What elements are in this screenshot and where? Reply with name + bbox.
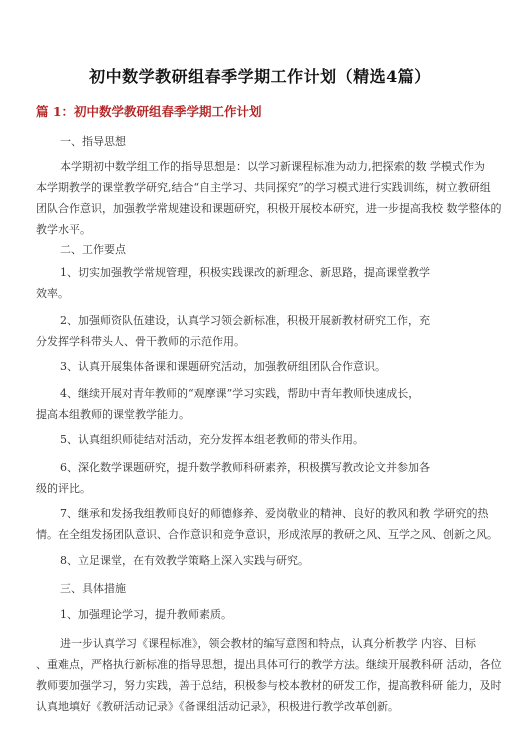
section-heading-specific-measures: 三、具体措施 <box>60 582 126 595</box>
list-item <box>36 383 484 425</box>
document-title: 初中数学教研组春季学期工作计划（精选4篇） <box>89 67 431 86</box>
list-item <box>36 503 498 545</box>
paragraph-line: 教学水平。 <box>36 223 91 236</box>
list-item <box>36 457 484 499</box>
paragraph-line: 本学期初中数学组工作的指导思想是：以学习新课程标准为动力,把探索的数 学模式作为 <box>60 160 485 173</box>
sub-item-line: 1、加强理论学习，提升教师素质。 <box>60 608 232 621</box>
list-item-line: 3、认真开展集体备课和课题研究活动，加强教研组团队合作意识。 <box>60 360 386 373</box>
list-item-line: 级的评比。 <box>36 482 91 495</box>
list-item-line: 4、继续开展对青年教师的“观摩课”学习实践，帮助中青年教师快速成长， <box>60 387 420 400</box>
list-item <box>36 356 484 377</box>
list-item <box>36 262 484 304</box>
paragraph-line: 进一步认真学习《课程标准》，领会教材的编写意图和特点，认真分析教学 内容、目标 <box>60 637 476 650</box>
section-heading-work-points: 二、工作要点 <box>60 243 126 256</box>
section-heading-guiding-ideology: 一、指导思想 <box>60 135 126 148</box>
list-item-line: 效率。 <box>36 287 69 300</box>
list-item-line: 情。在全组发扬团队意识、合作意识和竞争意识，形成浓厚的教研之风、互学之风、创新之风。 <box>36 528 498 541</box>
sub-item <box>36 604 484 625</box>
paragraph-line: 团队合作意识，加强教学常规建设和课题研究，积极开展校本研究，进一步提高我校 数学整体的 <box>36 202 502 215</box>
list-item-line: 6、深化数学课题研究，提升数学教师科研素养，积极撰写教改论文并参加各 <box>60 461 430 474</box>
list-item-line: 提高本组教师的课堂教学能力。 <box>36 408 190 421</box>
list-item-line: 2、加强师资队伍建设，认真学习领会新标准，积极开展新教材研究工作，充 <box>60 314 430 327</box>
list-item-line: 1、切实加强教学常规管理，积极实践课改的新理念、新思路，提高课堂教学 <box>60 266 430 279</box>
section-paragraph <box>36 156 502 240</box>
paragraph-line: 教师要加强学习，努力实践，善于总结，积极参与校本教材的研发工作，提高教科研 能力，及时 <box>36 679 502 692</box>
section-paragraph <box>36 633 502 717</box>
list-item <box>36 429 484 450</box>
paragraph-line: 认真地填好《教研活动记录》《备课组活动记录》，积极进行教学改革创新。 <box>36 700 399 713</box>
list-item <box>36 550 484 571</box>
article-title: 篇 1：初中数学教研组春季学期工作计划 <box>36 104 262 119</box>
list-item-line: 7、继承和发扬我组教师良好的师德修养、爱岗敬业的精神、良好的教风和教 学研究的热 <box>60 507 489 520</box>
list-item-line: 5、认真组织师徒结对活动，充分发挥本组老教师的带头作用。 <box>60 433 364 446</box>
list-item <box>36 310 484 352</box>
paragraph-line: 本学期教学的课堂教学研究,结合“自主学习、共同探究”的学习模式进行实践训练，树立教研组 <box>36 181 491 194</box>
paragraph-line: 、重难点，严格执行新标准的指导思想，提出具体可行的教学方法。继续开展教科研 活动，各位 <box>36 658 502 671</box>
list-item-line: 分发挥学科带头人、骨干教师的示范作用。 <box>36 335 245 348</box>
list-item-line: 8、立足课堂，在有效教学策略上深入实践与研究。 <box>60 554 309 567</box>
